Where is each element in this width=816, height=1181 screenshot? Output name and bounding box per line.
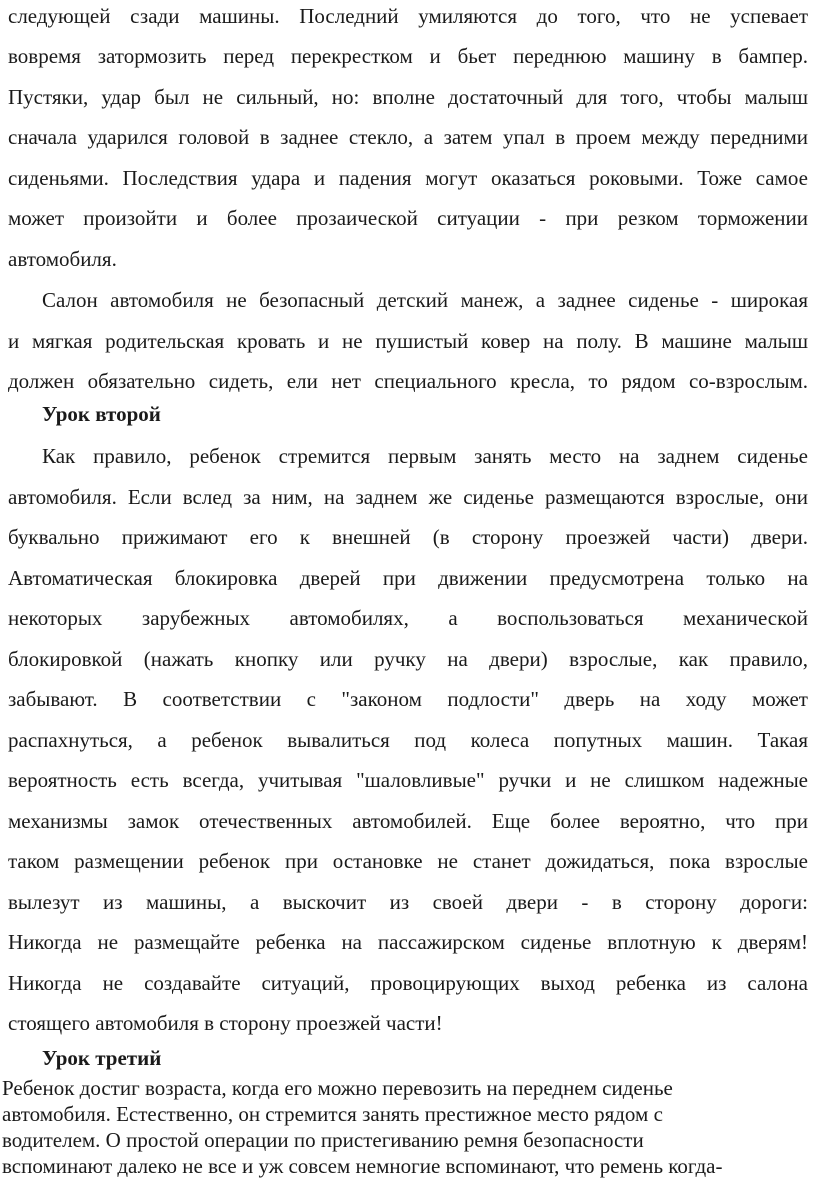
section-heading: Урок второй	[42, 402, 161, 426]
paragraph-line: должен обязательно сидеть, ели нет специального кресла, то рядом со-взрослым.	[8, 369, 808, 393]
paragraph-line: вылезут из машины, а выскочит из своей двери - в сторону дороги:	[8, 890, 808, 914]
paragraph-line: автомобиля.	[8, 247, 117, 271]
paragraph-line: Пустяки, удар был не сильный, но: вполне достаточный для того, чтобы малыш	[8, 85, 808, 109]
paragraph-line: вспоминают далеко не все и уж совсем немногие вспоминают, что ремень когда-	[2, 1154, 723, 1178]
paragraph-line: буквально прижимают его к внешней (в сторону проезжей части) двери.	[8, 525, 808, 549]
paragraph-line: Ребенок достиг возраста, когда его можно перевозить на переднем сиденье	[2, 1076, 673, 1100]
paragraph-line: вовремя затормозить перед перекрестком и бьет переднюю машину в бампер.	[8, 44, 808, 68]
paragraph-line: сиденьями. Последствия удара и падения могут оказаться роковыми. Тоже самое	[8, 166, 808, 190]
paragraph-line: автомобиля. Если вслед за ним, на заднем же сиденье размещаются взрослые, они	[8, 485, 808, 509]
paragraph-line: Никогда не создавайте ситуаций, провоцирующих выход ребенка из салона	[8, 971, 808, 995]
paragraph-line: распахнуться, а ребенок вывалиться под колеса попутных машин. Такая	[8, 728, 808, 752]
paragraph-line: Салон автомобиля не безопасный детский манеж, а заднее сиденье - широкая	[42, 288, 808, 312]
paragraph-line: Автоматическая блокировка дверей при движении предусмотрена только на	[8, 566, 808, 590]
paragraph-line: может произойти и более прозаической ситуации - при резком торможении	[8, 206, 808, 230]
paragraph-line: блокировкой (нажать кнопку или ручку на двери) взрослые, как правило,	[8, 647, 808, 671]
paragraph-line: некоторых зарубежных автомобилях, а воспользоваться механической	[8, 606, 808, 630]
paragraph-line: механизмы замок отечественных автомобилей. Еще более вероятно, что при	[8, 809, 808, 833]
paragraph-line: Никогда не размещайте ребенка на пассажирском сиденье вплотную к дверям!	[8, 930, 808, 954]
paragraph-line: водителем. О простой операции по пристегиванию ремня безопасности	[2, 1128, 644, 1152]
paragraph-line: забывают. В соответствии с "законом подлости" дверь на ходу может	[8, 687, 808, 711]
paragraph-line: следующей сзади машины. Последний умиляются до того, что не успевает	[8, 4, 808, 28]
paragraph-line: вероятность есть всегда, учитывая "шаловливые" ручки и не слишком надежные	[8, 768, 808, 792]
paragraph-line: автомобиля. Естественно, он стремится занять престижное место рядом с	[2, 1102, 663, 1126]
paragraph-line: Как правило, ребенок стремится первым занять место на заднем сиденье	[42, 444, 808, 468]
paragraph-line: сначала ударился головой в заднее стекло, а затем упал в проем между передними	[8, 125, 808, 149]
paragraph-line: стоящего автомобиля в сторону проезжей части!	[8, 1011, 443, 1035]
paragraph-line: и мягкая родительская кровать и не пушистый ковер на полу. В машине малыш	[8, 329, 808, 353]
paragraph-line: таком размещении ребенок при остановке не станет дожидаться, пока взрослые	[8, 849, 808, 873]
section-heading: Урок третий	[42, 1046, 162, 1070]
